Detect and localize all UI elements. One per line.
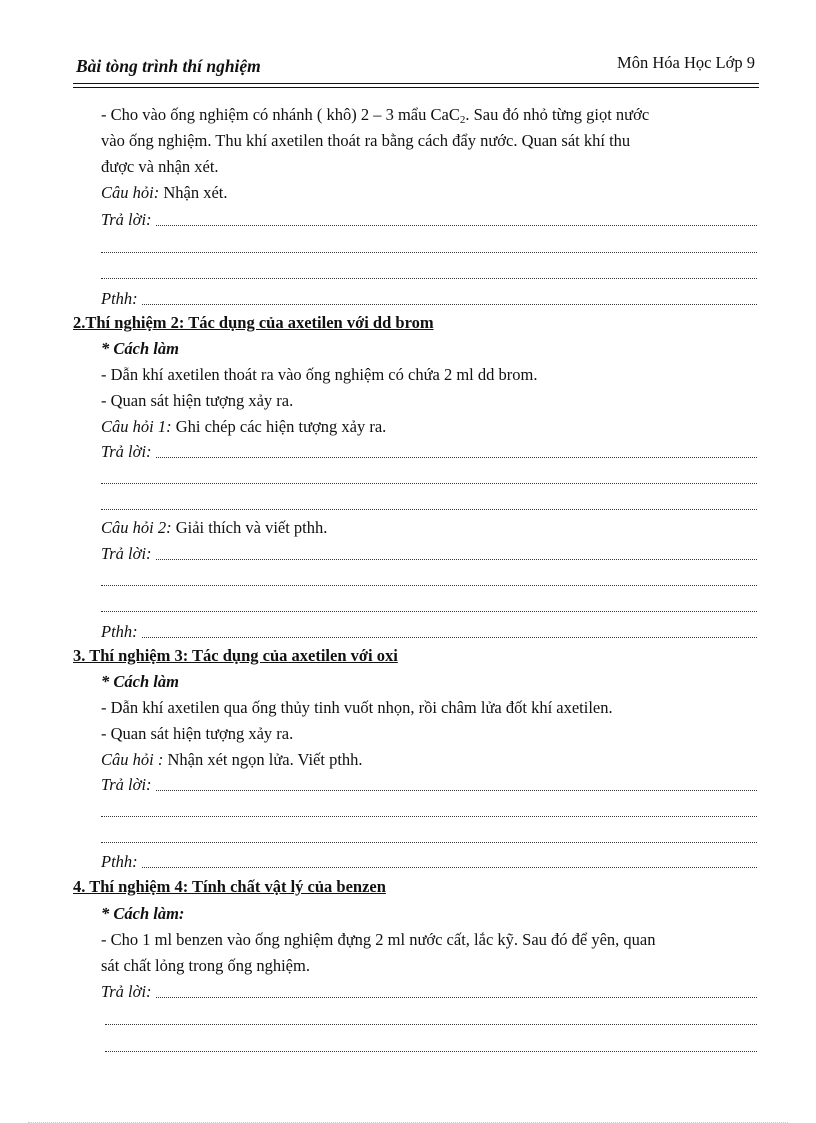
header-title: Bài tòng trình thí nghiệm	[76, 56, 261, 76]
exp2-question-1: Câu hỏi 1: Ghi chép các hiện tượng xảy ra.	[101, 417, 387, 436]
intro-answer-line-2[interactable]	[101, 236, 757, 258]
intro-pthh-line[interactable]: Pthh:	[101, 288, 757, 310]
header-rule	[73, 83, 759, 88]
header-subject: Môn Hóa Học Lớp 9	[617, 53, 755, 72]
exp4-answer-line-3[interactable]	[105, 1035, 757, 1057]
intro-line-1: - Cho vào ống nghiệm có nhánh ( khô) 2 – 3 mẩu CaC$_2$. Sau đó nhỏ từng giọt nước	[101, 105, 650, 126]
exp4-answer-line-1[interactable]: Trả lời:	[101, 981, 757, 1003]
exp4-step-1: - Cho 1 ml benzen vào ống nghiệm đựng 2 ml nước cất, lắc kỹ. Sau đó để yên, quan	[101, 930, 656, 949]
exp2-answer-1-line-2[interactable]	[101, 467, 757, 489]
exp3-pthh-line[interactable]: Pthh:	[101, 851, 757, 873]
exp4-answer-line-2[interactable]	[105, 1008, 757, 1030]
exp2-answer-2-line-1[interactable]: Trả lời:	[101, 543, 757, 565]
intro-answer-line-1[interactable]: Trả lời:	[101, 209, 757, 231]
intro-line-2: vào ống nghiệm. Thu khí axetilen thoát ra bằng cách đẩy nước. Quan sát khí thu	[101, 131, 631, 150]
intro-line-3: được và nhận xét.	[101, 157, 219, 176]
exp2-method-heading: * Cách làm	[101, 339, 179, 358]
exp3-method-heading: * Cách làm	[101, 672, 179, 691]
exp2-question-2: Câu hỏi 2: Giải thích và viết pthh.	[101, 518, 328, 537]
exp2-answer-1-line-1[interactable]: Trả lời:	[101, 441, 757, 463]
intro-answer-line-3[interactable]	[101, 262, 757, 284]
exp4-step-1-cont: sát chất lỏng trong ống nghiệm.	[101, 956, 310, 975]
exp2-answer-2-line-2[interactable]	[101, 569, 757, 591]
exp3-step-2: - Quan sát hiện tượng xảy ra.	[101, 724, 294, 743]
exp2-title: 2.Thí nghiệm 2: Tác dụng của axetilen với dd brom	[73, 313, 434, 332]
exp2-step-1: - Dẫn khí axetilen thoát ra vào ống nghiệm có chứa 2 ml dd brom.	[101, 365, 538, 384]
exp3-answer-line-3[interactable]	[101, 826, 757, 848]
exp3-answer-line-2[interactable]	[101, 800, 757, 822]
intro-question: Câu hỏi: Nhận xét.	[101, 183, 228, 202]
exp3-title: 3. Thí nghiệm 3: Tác dụng của axetilen với oxi	[73, 646, 398, 665]
exp3-answer-line-1[interactable]: Trả lời:	[101, 774, 757, 796]
exp2-step-2: - Quan sát hiện tượng xảy ra.	[101, 391, 294, 410]
exp3-question: Câu hỏi : Nhận xét ngọn lửa. Viết pthh.	[101, 750, 363, 769]
exp2-answer-2-line-3[interactable]	[101, 595, 757, 617]
exp4-title: 4. Thí nghiệm 4: Tính chất vật lý của benzen	[73, 877, 386, 896]
exp4-method-heading: * Cách làm:	[101, 904, 185, 923]
exp2-answer-1-line-3[interactable]	[101, 493, 757, 515]
page-header	[73, 53, 759, 84]
exp2-pthh-line[interactable]: Pthh:	[101, 621, 757, 643]
exp3-step-1: - Dẫn khí axetilen qua ống thủy tinh vuốt nhọn, rồi châm lửa đốt khí axetilen.	[101, 698, 613, 717]
